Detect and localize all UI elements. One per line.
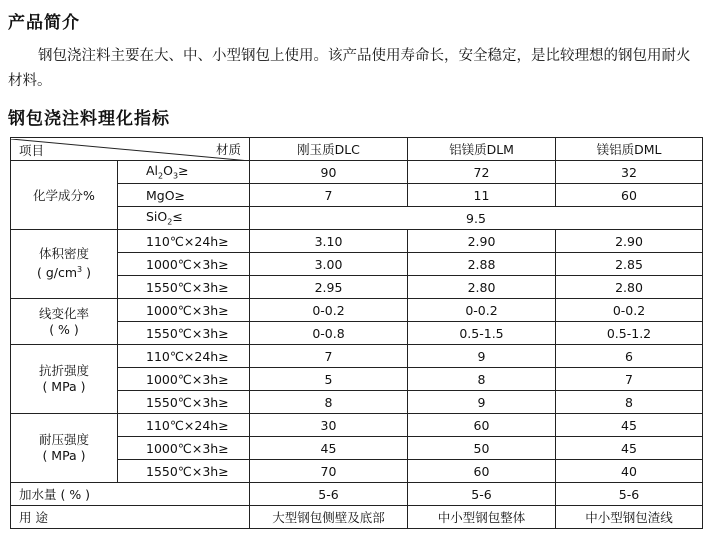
cell: 0.5-1.2 [556,322,703,345]
cell: 中小型钢包整体 [408,506,556,529]
cell: 45 [250,437,408,460]
table-row [11,230,703,253]
table-header-row [11,138,703,161]
cell: 70 [250,460,408,483]
water-label: 加水量 ( % ) [11,483,250,506]
cell: 8 [250,391,408,414]
cond-cell: 110℃×24h≥ [118,414,250,437]
cell: 6 [556,345,703,368]
table-row [11,506,703,529]
diagonal-line [11,139,250,161]
cond-cell: 110℃×24h≥ [118,345,250,368]
cell: 60 [408,414,556,437]
cell: 0-0.2 [250,299,408,322]
cell: 7 [250,184,408,207]
cond-cell: 110℃×24h≥ [118,230,250,253]
col-header-dlc: 刚玉质DLC [250,138,408,161]
cell: 5 [250,368,408,391]
linear-label: 线变化率 ( % ) [11,299,118,345]
cell: 0-0.2 [408,299,556,322]
specs-title: 钢包浇注料理化指标 [8,109,170,129]
flexural-label: 抗折强度 ( MPa ) [11,345,118,414]
cond-cell: 1000℃×3h≥ [118,437,250,460]
cell: 3.10 [250,230,408,253]
cell: 30 [250,414,408,437]
cell: 5-6 [408,483,556,506]
table-row [11,483,703,506]
cell: 7 [250,345,408,368]
cell: 0.5-1.5 [408,322,556,345]
cell: 2.85 [556,253,703,276]
cond-cell: 1000℃×3h≥ [118,299,250,322]
cond-cell: 1550℃×3h≥ [118,460,250,483]
usage-label: 用 途 [11,506,250,529]
material-label: 材质 [215,142,241,157]
cell: 90 [250,161,408,184]
item-label: 项目 [19,143,45,158]
sio2-value: 9.5 [250,207,703,230]
cell: 72 [408,161,556,184]
cell: 2.80 [556,276,703,299]
al2o3-cond: $Al_2O_3\ge$ [118,161,250,184]
sio2-cond: SiO$_2$≤ [118,207,250,230]
cell: 32 [556,161,703,184]
cell: 2.88 [408,253,556,276]
cell: 9 [408,345,556,368]
cell: 2.90 [408,230,556,253]
cell: 2.80 [408,276,556,299]
specs-table [10,137,703,529]
diagonal-header-cell [11,138,250,161]
cell: 40 [556,460,703,483]
table-row [11,345,703,368]
cell: 9 [408,391,556,414]
cell: 0-0.8 [250,322,408,345]
cell: 3.00 [250,253,408,276]
table-row [11,299,703,322]
chem-label: 化学成分% [11,161,118,230]
cell: 5-6 [250,483,408,506]
cell: 2.90 [556,230,703,253]
cell: 大型钢包侧壁及底部 [250,506,408,529]
cond-cell: 1550℃×3h≥ [118,276,250,299]
cell: 中小型钢包渣线 [556,506,703,529]
cell: 50 [408,437,556,460]
cell: 7 [556,368,703,391]
cell: 0-0.2 [556,299,703,322]
density-label: 体积密度 ( $g/cm^3$ ) [11,230,118,299]
cond-cell: 1000℃×3h≥ [118,253,250,276]
cond-cell: 1550℃×3h≥ [118,391,250,414]
col-header-dlm: 铝镁质DLM [408,138,556,161]
table-row [11,161,703,184]
cell: 60 [556,184,703,207]
cell: 45 [556,437,703,460]
product-intro-title: 产品简介 [8,13,80,33]
cell: 11 [408,184,556,207]
cell: 45 [556,414,703,437]
cell: 2.95 [250,276,408,299]
cell: 8 [408,368,556,391]
cell: 5-6 [556,483,703,506]
product-intro-text: 钢包浇注料主要在大、中、小型钢包上使用。该产品使用寿命长，安全稳定，是比较理想的钢包用耐火材料。 [8,48,691,89]
table-row [11,414,703,437]
cond-cell: 1550℃×3h≥ [118,322,250,345]
cell: 8 [556,391,703,414]
compressive-label: 耐压强度 ( MPa ) [11,414,118,483]
cond-cell: 1000℃×3h≥ [118,368,250,391]
cell: 60 [408,460,556,483]
mgo-cond: MgO≥ [118,184,250,207]
col-header-dml: 镁铝质DML [556,138,703,161]
